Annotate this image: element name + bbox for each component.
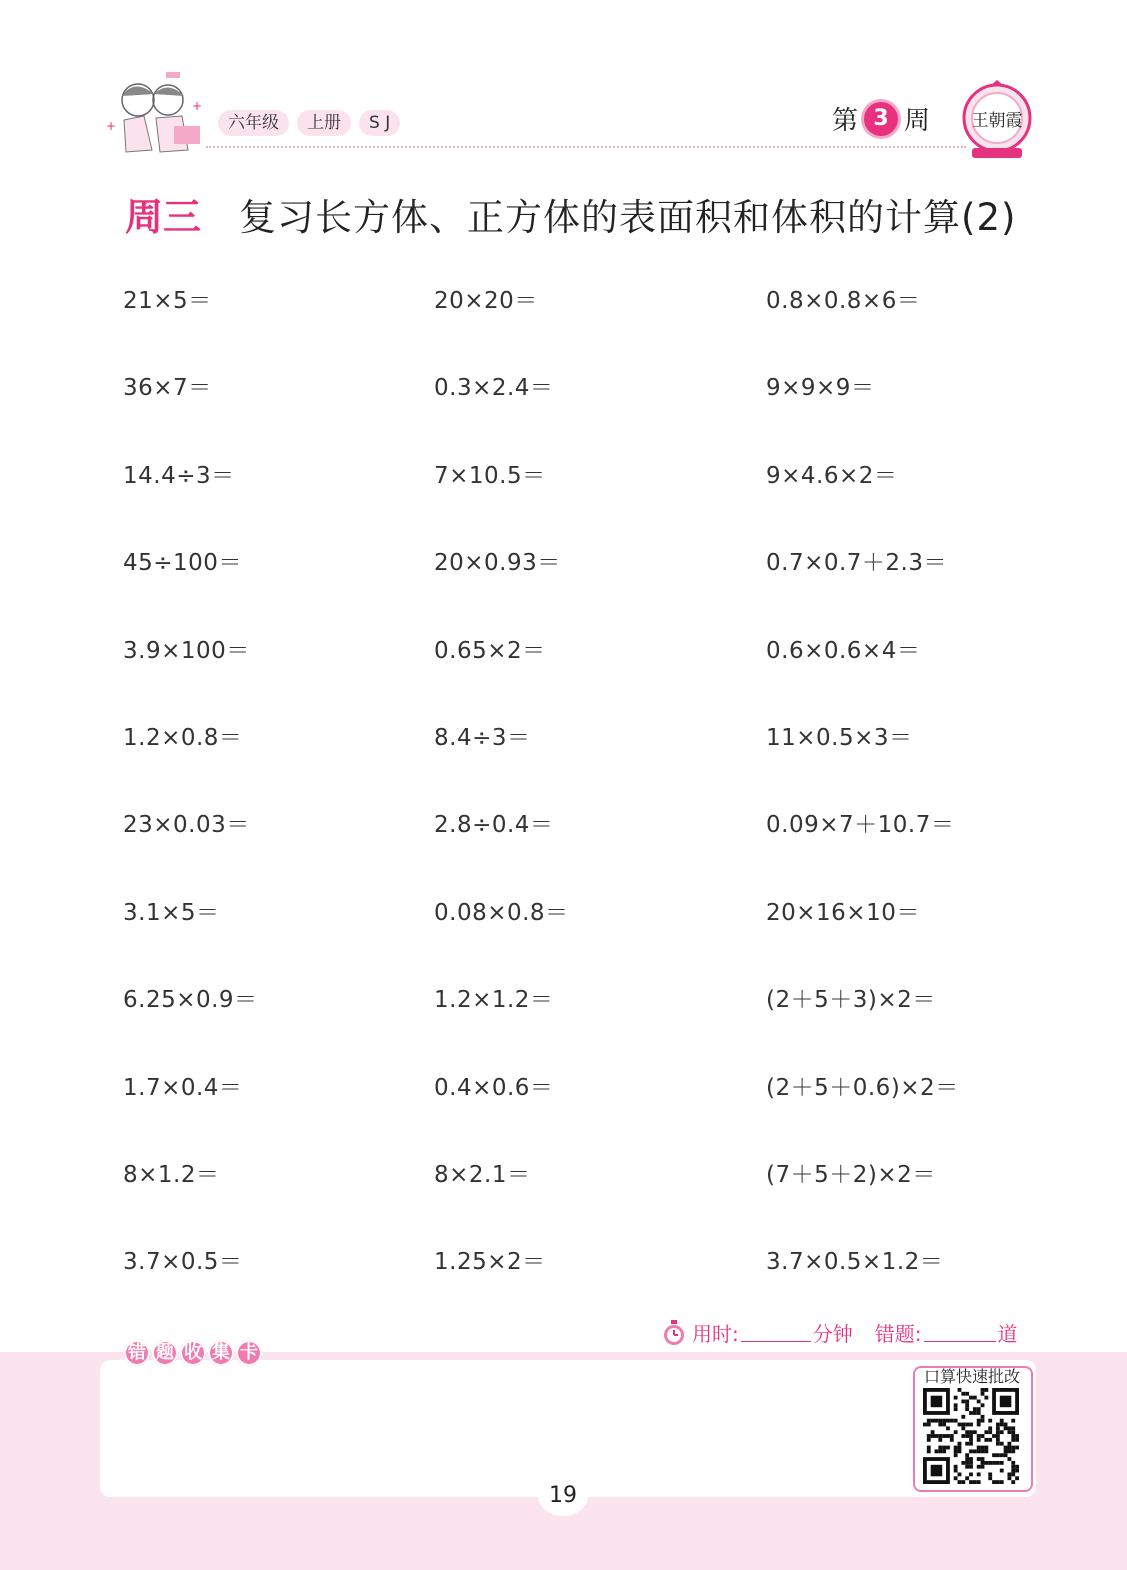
errors-label: 错题: <box>874 1322 922 1346</box>
week-prefix: 第 <box>832 106 859 136</box>
svg-text:+: + <box>192 99 203 113</box>
collect-char: 错 <box>124 1340 150 1366</box>
time-blank[interactable] <box>741 1323 811 1342</box>
problem-item: 0.65×2＝ <box>434 637 546 664</box>
problem-item: 1.7×0.4＝ <box>123 1074 243 1101</box>
header-divider <box>206 146 966 148</box>
volume-tag: 上册 <box>297 110 351 136</box>
problem-item: 1.25×2＝ <box>434 1249 546 1276</box>
problem-item: 3.7×0.5＝ <box>123 1249 243 1276</box>
title-day: 周三 <box>125 195 202 239</box>
problem-item: 14.4÷3＝ <box>123 462 235 489</box>
week-suffix: 周 <box>904 106 931 136</box>
time-label: 用时: <box>692 1322 739 1346</box>
svg-text:+: + <box>106 119 117 133</box>
problem-item: 8×2.1＝ <box>434 1162 531 1188</box>
kids-illustration <box>104 70 204 156</box>
edition-tag: S J <box>359 110 400 136</box>
grade-tag: 六年级 <box>218 110 289 136</box>
problem-item: 1.2×0.8＝ <box>123 725 243 751</box>
problem-item: 20×0.93＝ <box>434 550 561 577</box>
problem-item: 1.2×1.2＝ <box>434 987 554 1014</box>
week-number-badge: 3 <box>864 102 898 136</box>
problem-item: 20×16×10＝ <box>766 899 920 926</box>
problem-item: 9×4.6×2＝ <box>766 462 898 489</box>
problem-item: 8.4÷3＝ <box>434 725 531 751</box>
problem-item: 45÷100＝ <box>123 550 242 577</box>
problem-item: 3.9×100＝ <box>123 637 250 664</box>
problem-item: 0.4×0.6＝ <box>434 1074 554 1101</box>
problem-item: 23×0.03＝ <box>123 812 250 839</box>
problem-item: 8×1.2＝ <box>123 1162 220 1188</box>
problem-item: 0.7×0.7＋2.3＝ <box>766 550 948 577</box>
logo-text: 王朝霞 <box>971 111 1023 131</box>
problem-item: 2.8÷0.4＝ <box>434 812 554 839</box>
qr-code-icon[interactable] <box>921 1388 1021 1484</box>
page-number: 19 <box>538 1476 588 1516</box>
problem-item: (2＋5＋0.6)×2＝ <box>766 1074 959 1101</box>
collect-char: 卡 <box>236 1340 262 1366</box>
problem-item: 21×5＝ <box>123 288 212 314</box>
problem-item: 9×9×9＝ <box>766 375 875 402</box>
stopwatch-icon <box>662 1320 686 1346</box>
problem-item: 6.25×0.9＝ <box>123 987 258 1014</box>
time-unit: 分钟 <box>812 1322 853 1346</box>
problem-item: 7×10.5＝ <box>434 462 546 489</box>
timing-record <box>662 1318 1018 1347</box>
collect-char: 收 <box>180 1340 206 1366</box>
problem-item: 36×7＝ <box>123 375 212 402</box>
error-collection-label <box>124 1340 262 1366</box>
page-title <box>125 186 1016 241</box>
problem-item: 0.09×7＋10.7＝ <box>766 812 955 839</box>
problem-item: (2＋5＋3)×2＝ <box>766 987 936 1014</box>
problem-item: 20×20＝ <box>434 288 538 314</box>
collect-char: 题 <box>152 1340 178 1366</box>
problem-item: 3.7×0.5×1.2＝ <box>766 1249 944 1276</box>
problem-item: 3.1×5＝ <box>123 899 220 926</box>
errors-blank[interactable] <box>924 1323 996 1342</box>
problem-item: 0.3×2.4＝ <box>434 375 554 402</box>
problem-item: (7＋5＋2)×2＝ <box>766 1162 936 1188</box>
errors-unit: 道 <box>997 1322 1018 1346</box>
grade-tags <box>218 110 400 136</box>
title-text: 复习长方体、正方体的表面积和体积的计算(2) <box>239 196 1017 239</box>
problem-item: 0.6×0.6×4＝ <box>766 637 921 664</box>
collect-char: 集 <box>208 1340 234 1366</box>
problem-item: 0.08×0.8＝ <box>434 899 569 926</box>
brand-logo <box>960 78 1034 162</box>
problem-item: 11×0.5×3＝ <box>766 725 913 751</box>
week-label <box>832 100 930 137</box>
problem-item: 0.8×0.8×6＝ <box>766 288 921 314</box>
qr-caption: 口算快速批改 <box>924 1367 1021 1386</box>
